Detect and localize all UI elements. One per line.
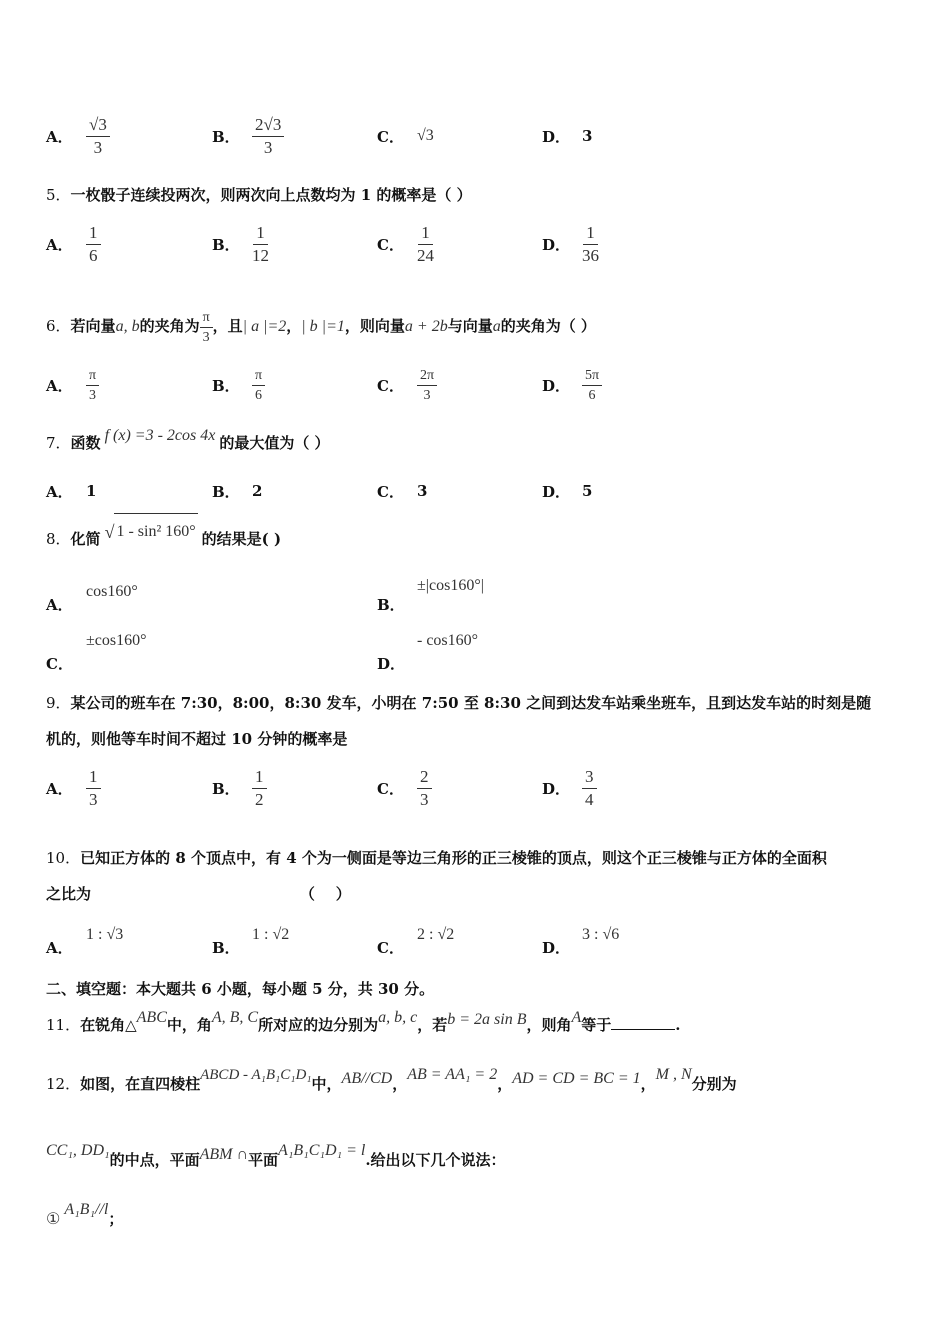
q8-option-c (46, 629, 147, 685)
option-expr: ±cos160° (86, 632, 147, 649)
question-text: ， (392, 1075, 408, 1093)
question-text: ； (108, 1210, 124, 1228)
denominator: 3 (263, 137, 273, 157)
question-5 (46, 177, 906, 213)
q5-option-d (542, 216, 599, 272)
q5-option-b (212, 216, 269, 272)
question-6 (46, 304, 906, 349)
fraction (417, 224, 434, 265)
q4-options (46, 108, 926, 164)
numerator: π (252, 368, 265, 386)
denominator: 6 (89, 245, 98, 265)
math-expr: | a |=2 (242, 318, 287, 335)
question-10 (46, 840, 906, 912)
option-label: A． (46, 482, 73, 501)
math-expr: ABC (136, 1009, 167, 1026)
denominator: 3 (89, 387, 97, 403)
fraction (252, 224, 269, 265)
option-label: B． (212, 779, 240, 798)
fraction (582, 368, 602, 403)
question-text: ，则向量 (344, 317, 405, 335)
question-number: 8． (46, 530, 71, 548)
option-expr: √3 (417, 127, 434, 144)
option-label: B． (212, 938, 240, 957)
q4-option-a (46, 108, 110, 164)
question-line: 之比为 （ ） (46, 885, 351, 903)
question-text: 的结果是( ) (201, 530, 282, 548)
question-line (46, 685, 906, 721)
question-number: 10． (46, 849, 81, 867)
denominator: 3 (93, 137, 103, 157)
math-expr: CC₁, DD₁ (46, 1142, 110, 1159)
option-expr: 2 : √2 (417, 926, 455, 943)
q10-options (46, 913, 926, 969)
math-expr: ABCD - A₁B₁C₁D₁ (200, 1067, 312, 1083)
option-label: A． (46, 595, 73, 614)
numerator: √3 (86, 116, 110, 137)
option-label: B． (212, 127, 240, 146)
math-expr: A₁B₁C₁D₁ = l (278, 1142, 366, 1159)
option-label: B． (212, 235, 240, 254)
option-label: B． (377, 595, 405, 614)
question-text: 与向量 (447, 317, 493, 335)
question-text: ，则角 (526, 1016, 572, 1034)
q6-option-d (542, 357, 602, 413)
option-label: A． (46, 376, 73, 395)
q4-option-d (542, 108, 592, 164)
q6-option-c (377, 357, 437, 413)
numerator: 3 (582, 768, 597, 789)
denominator: 6 (588, 387, 596, 403)
numerator: 1 (418, 224, 433, 245)
math-expr: AD = CD = BC = 1 (512, 1070, 641, 1087)
math-expr: f (x) =3 - 2cos 4x (104, 427, 216, 444)
option-label: A． (46, 779, 73, 798)
q8-options-row2 (46, 629, 926, 685)
option-label: A． (46, 127, 73, 146)
option-label: C． (377, 482, 404, 501)
question-text: 在锐角△ (80, 1016, 137, 1034)
answer-blank (611, 1015, 675, 1030)
question-text: 某公司的班车在 7:30，8:00，8:30 发车，小明在 7:50 至 8:30 之间到达发车站乘坐班车，且到达发车站的时刻是随 (70, 694, 872, 712)
option-label: D． (542, 779, 571, 798)
denominator: 3 (89, 789, 98, 809)
question-text: ，且 (212, 317, 243, 335)
fraction (417, 768, 432, 809)
section-heading: 二、填空题：本大题共 6 小题，每小题 5 分，共 30 分。 (46, 980, 435, 998)
q8-option-b (377, 570, 484, 626)
radicand: 1 - sin² 160° (114, 513, 197, 550)
q6-option-a (46, 357, 99, 413)
q9-option-b (212, 760, 267, 816)
question-7 (46, 425, 906, 462)
question-8 (46, 519, 906, 557)
option-text: 3 (582, 127, 593, 145)
q7-option-d (542, 463, 592, 519)
fraction (252, 368, 265, 403)
question-text: 平面 (248, 1151, 279, 1169)
question-text: 化简 (70, 530, 101, 548)
question-text: . (675, 1016, 681, 1034)
option-label: C． (377, 235, 404, 254)
question-line: 机的，则他等车时间不超过 10 分钟的概率是 (46, 730, 348, 748)
q8-option-a (46, 570, 138, 626)
fraction (582, 224, 599, 265)
question-number: 12． (46, 1075, 81, 1093)
question-9 (46, 685, 906, 757)
option-text: 5 (582, 482, 593, 500)
option-label: C． (377, 127, 404, 146)
denominator: 36 (582, 245, 599, 265)
q9-option-a (46, 760, 101, 816)
math-expr: A (571, 1009, 582, 1026)
q4-option-c (377, 108, 434, 164)
fraction (86, 116, 110, 157)
q7-option-b (212, 463, 262, 519)
option-label: C． (377, 938, 404, 957)
item-marker: ① (46, 1211, 61, 1228)
option-text: 2 (252, 482, 263, 500)
denominator: 12 (252, 245, 269, 265)
math-expr: ABM ∩ (199, 1146, 249, 1163)
q8-option-d (377, 629, 478, 685)
fraction (86, 768, 101, 809)
question-text: 的最大值为（ ） (219, 434, 330, 452)
numerator: 1 (583, 224, 598, 245)
denominator: 24 (417, 245, 434, 265)
question-text: .给出以下几个说法： (365, 1151, 506, 1169)
fraction (252, 116, 284, 157)
math-expr: M , N (655, 1066, 692, 1083)
math-expr: A₁B₁//l (64, 1201, 109, 1218)
q4-option-b (212, 108, 284, 164)
option-expr: ±|cos160°| (417, 577, 484, 594)
question-12 (46, 1066, 906, 1103)
numerator: 1 (252, 768, 267, 789)
option-label: D． (542, 482, 571, 501)
denominator: 3 (202, 329, 210, 345)
q7-option-c (377, 463, 427, 519)
question-text: ， (640, 1075, 656, 1093)
question-text: 如图，在直四棱柱 (80, 1075, 201, 1093)
fraction (417, 368, 437, 403)
option-expr: 1 : √2 (252, 926, 290, 943)
option-label: A． (46, 938, 73, 957)
question-11 (46, 1007, 906, 1044)
q5-options (46, 216, 926, 272)
q10-option-d (542, 913, 619, 969)
option-text: 3 (417, 482, 428, 500)
numerator: 1 (86, 768, 101, 789)
q8-options-row1 (46, 570, 926, 626)
fraction (582, 768, 597, 809)
numerator: 2 (417, 768, 432, 789)
question-text: 中，角 (166, 1016, 212, 1034)
q7-option-a (46, 463, 96, 519)
q9-option-c (377, 760, 432, 816)
question-number: 11． (46, 1016, 81, 1034)
question-text: 的夹角为 (139, 317, 200, 335)
numerator: π (86, 368, 99, 386)
option-expr: cos160° (86, 583, 138, 600)
question-12-cont (46, 1142, 906, 1179)
question-text: 中， (311, 1075, 342, 1093)
denominator: 3 (420, 789, 429, 809)
sqrt-expr (105, 513, 198, 550)
question-text: 若向量 (70, 317, 116, 335)
fraction (252, 768, 267, 809)
math-expr: b = 2a sin B (447, 1011, 527, 1028)
option-label: C． (46, 654, 73, 673)
question-number: 9． (46, 694, 71, 712)
math-expr: a + 2b (404, 318, 448, 335)
question-text: 的夹角为（ ） (500, 317, 596, 335)
option-label: C． (377, 376, 404, 395)
option-label: D． (542, 235, 571, 254)
question-text: ，若 (417, 1016, 448, 1034)
q10-option-a (46, 913, 123, 969)
fraction (200, 310, 213, 345)
question-text: ， (286, 317, 302, 335)
question-number: 6． (46, 317, 71, 335)
option-expr: 1 : √3 (86, 926, 124, 943)
question-line (46, 840, 906, 876)
statement-1 (46, 1201, 906, 1238)
math-expr: a, b, c (378, 1009, 418, 1026)
option-text: 1 (86, 482, 97, 500)
question-text: 一枚骰子连续投两次，则两次向上点数均为 1 的概率是（ ） (70, 186, 472, 204)
q7-options (46, 463, 926, 519)
option-label: D． (377, 654, 406, 673)
denominator: 4 (585, 789, 594, 809)
math-expr: AB = AA₁ = 2 (407, 1066, 498, 1083)
numerator: 2π (417, 368, 437, 386)
math-expr: | b |=1 (301, 318, 345, 335)
option-expr: - cos160° (417, 632, 479, 649)
math-expr: AB//CD (341, 1070, 393, 1087)
numerator: π (200, 310, 213, 328)
q6-options (46, 357, 926, 413)
q6-option-b (212, 357, 265, 413)
denominator: 6 (255, 387, 263, 403)
numerator: 5π (582, 368, 602, 386)
q10-option-c (377, 913, 454, 969)
q5-option-a (46, 216, 101, 272)
question-text: ， (497, 1075, 513, 1093)
numerator: 1 (86, 224, 101, 245)
math-expr: a (492, 318, 501, 335)
option-label: C． (377, 779, 404, 798)
option-label: D． (542, 127, 571, 146)
option-label: A． (46, 235, 73, 254)
numerator: 1 (253, 224, 268, 245)
option-label: D． (542, 376, 571, 395)
fraction (86, 224, 101, 265)
question-text: 的中点，平面 (109, 1151, 200, 1169)
option-label: B． (212, 482, 240, 501)
question-number: 5． (46, 186, 71, 204)
q9-option-d (542, 760, 597, 816)
q5-option-c (377, 216, 434, 272)
radical-sign: √ (104, 522, 115, 542)
question-text: 所对应的边分别为 (258, 1016, 379, 1034)
math-expr: a, b (115, 318, 140, 335)
question-text: 函数 (70, 434, 101, 452)
denominator: 2 (255, 789, 264, 809)
fraction (86, 368, 99, 403)
question-text: 分别为 (691, 1075, 737, 1093)
option-label: B． (212, 376, 240, 395)
question-text: 等于 (581, 1016, 612, 1034)
denominator: 3 (423, 387, 431, 403)
question-text: 已知正方体的 8 个顶点中，有 4 个为一侧面是等边三角形的正三棱锥的顶点，则这个正三棱锥与正方体的全面积 (80, 849, 827, 867)
question-number: 7． (46, 434, 71, 452)
option-label: D． (542, 938, 571, 957)
math-expr: A, B, C (211, 1009, 259, 1026)
option-expr: 3 : √6 (582, 926, 620, 943)
q10-option-b (212, 913, 289, 969)
numerator: 2√3 (252, 116, 284, 137)
q9-options (46, 760, 926, 816)
